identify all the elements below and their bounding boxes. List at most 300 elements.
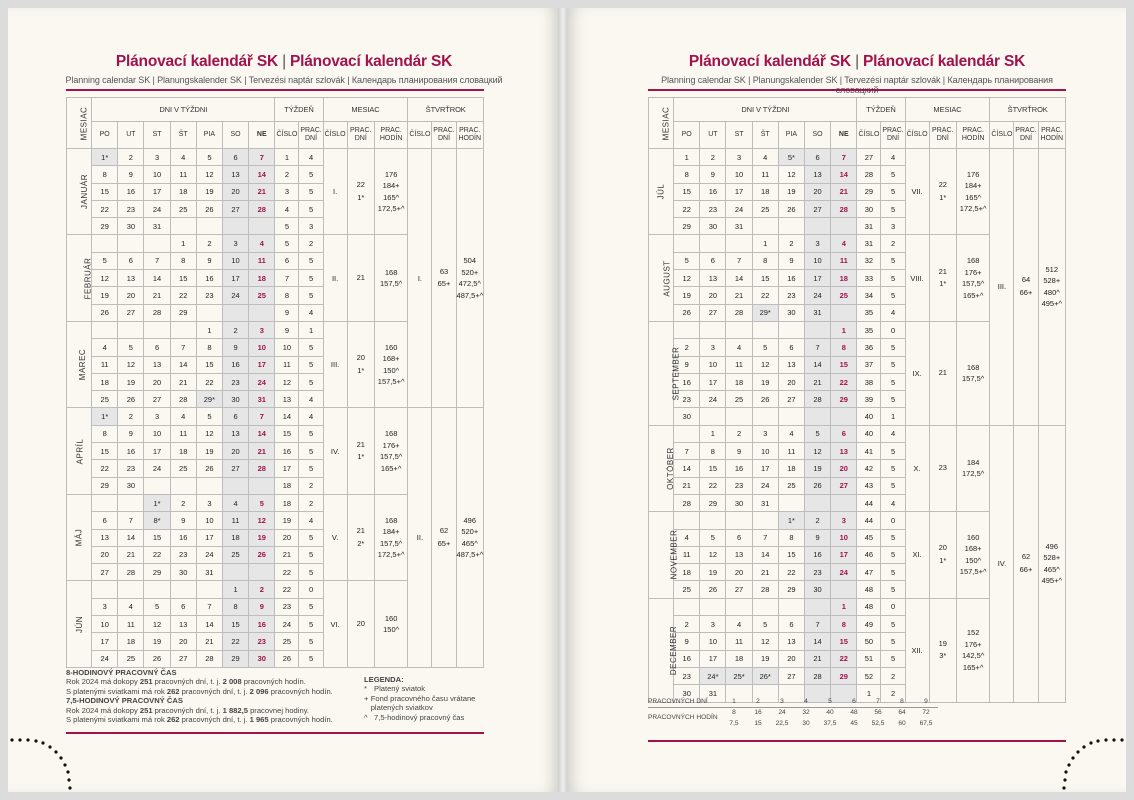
day-cell: 11 xyxy=(170,425,196,442)
day-cell: 16 xyxy=(726,460,752,477)
week-number: 31 xyxy=(857,218,881,235)
day-cell: 21 xyxy=(196,633,222,650)
day-cell xyxy=(726,321,752,338)
day-cell: 12 xyxy=(752,633,778,650)
day-cell: 18 xyxy=(674,564,700,581)
day-cell: 13 xyxy=(778,356,804,373)
bottom-rule xyxy=(66,732,484,734)
day-cell: 9 xyxy=(674,633,700,650)
day-cell: 7 xyxy=(804,616,830,633)
day-cell: 11 xyxy=(726,356,752,373)
week-days: 0 xyxy=(299,581,323,598)
week-days: 1 xyxy=(881,408,905,425)
month-name-júl xyxy=(649,149,674,235)
month-hours: 168 184+ 157,5^ 172,5+^ xyxy=(374,494,408,580)
day-cell: 15 xyxy=(92,183,118,200)
week-number: 41 xyxy=(857,443,881,460)
day-cell: 4 xyxy=(726,339,752,356)
month-number-header: ČÍSLO xyxy=(905,122,929,149)
title-underline xyxy=(66,89,484,91)
footer-days-0: 1 xyxy=(732,697,736,705)
day-cell: 23 xyxy=(726,477,752,494)
month-days: 21 xyxy=(347,235,374,321)
day-cell: 28 xyxy=(249,460,275,477)
day-cell: 14 xyxy=(674,460,700,477)
day-cell xyxy=(752,408,778,425)
day-cell: 16 xyxy=(170,529,196,546)
week-number: 5 xyxy=(275,235,299,252)
month-hours: 176 184+ 165^ 172,5+^ xyxy=(956,149,990,235)
day-cell xyxy=(674,598,700,615)
week-number: 47 xyxy=(857,564,881,581)
week-days: 1 xyxy=(299,321,323,338)
day-cell: 27 xyxy=(92,564,118,581)
day-cell: 22 xyxy=(700,477,726,494)
day-cell: 15 xyxy=(92,443,118,460)
day-cell: 14 xyxy=(831,166,857,183)
day-cell: 1* xyxy=(92,149,118,166)
day-cell xyxy=(752,598,778,615)
day-cell: 14 xyxy=(249,425,275,442)
week-days: 4 xyxy=(299,408,323,425)
day-cell: 27 xyxy=(222,200,248,217)
week-number: 20 xyxy=(275,529,299,546)
weekday-header-5: SO xyxy=(222,122,248,149)
day-cell: 13 xyxy=(92,529,118,546)
week-days: 2 xyxy=(881,685,905,702)
day-cell: 15 xyxy=(752,270,778,287)
day-cell: 12 xyxy=(700,546,726,563)
week-days: 5 xyxy=(299,616,323,633)
quarter-number: IV. xyxy=(990,425,1014,702)
day-cell xyxy=(752,512,778,529)
footer-hours75-3: 30 xyxy=(802,719,810,727)
day-cell: 28 xyxy=(170,391,196,408)
month-hours: 176 184+ 165^ 172,5+^ xyxy=(374,149,408,235)
day-cell: 20 xyxy=(92,546,118,563)
day-cell: 4 xyxy=(170,149,196,166)
day-cell: 19 xyxy=(752,650,778,667)
day-cell: 27 xyxy=(144,391,170,408)
day-cell: 11 xyxy=(752,166,778,183)
day-cell: 7 xyxy=(249,149,275,166)
day-cell: 7 xyxy=(144,252,170,269)
month-name-label: MAREC xyxy=(78,349,88,381)
day-cell: 11 xyxy=(778,443,804,460)
month-number: IX. xyxy=(905,321,929,425)
month-name-label: NOVEMBER xyxy=(669,530,679,580)
week-number: 48 xyxy=(857,581,881,598)
footer-hours75-1: 15 xyxy=(754,719,762,727)
day-cell: 9 xyxy=(778,252,804,269)
day-cell: 19 xyxy=(196,443,222,460)
week-number: 12 xyxy=(275,373,299,390)
week-number: 43 xyxy=(857,477,881,494)
weekday-header-1: UT xyxy=(700,122,726,149)
day-cell: 3 xyxy=(144,149,170,166)
week-number: 1 xyxy=(857,685,881,702)
day-cell: 25 xyxy=(752,200,778,217)
day-cell xyxy=(726,408,752,425)
quarter-number: I. xyxy=(408,149,432,408)
day-cell: 6 xyxy=(778,616,804,633)
day-cell: 8 xyxy=(222,598,248,615)
day-cell xyxy=(700,408,726,425)
day-cell xyxy=(144,321,170,338)
week-days: 2 xyxy=(299,477,323,494)
day-cell xyxy=(674,512,700,529)
footer-hours8-1: 16 xyxy=(754,708,762,716)
month-header xyxy=(67,98,92,149)
day-cell: 25 xyxy=(170,460,196,477)
week-days: 5 xyxy=(299,166,323,183)
day-cell xyxy=(92,494,118,511)
month-number: VIII. xyxy=(905,235,929,321)
day-cell: 24 xyxy=(144,460,170,477)
month-name-label: DECEMBER xyxy=(669,625,679,675)
month-name-november xyxy=(649,512,679,598)
week-number: 40 xyxy=(857,425,881,442)
day-cell: 7 xyxy=(752,529,778,546)
day-cell: 25 xyxy=(831,287,857,304)
day-cell xyxy=(92,321,118,338)
week-number: 36 xyxy=(857,339,881,356)
day-cell: 17 xyxy=(144,183,170,200)
footer-hours8-6: 56 xyxy=(874,708,882,716)
month-number: VI. xyxy=(323,581,347,667)
month-header-label: MESIAC xyxy=(79,106,89,140)
day-cell: 30 xyxy=(726,494,752,511)
day-cell: 20 xyxy=(726,564,752,581)
quarter-number: II. xyxy=(408,408,432,667)
month-number: X. xyxy=(905,425,929,511)
footer-hours75-4: 37,5 xyxy=(823,719,837,727)
day-cell: 27 xyxy=(726,581,752,598)
day-cell: 4 xyxy=(118,598,144,615)
day-cell: 30 xyxy=(118,477,144,494)
day-cell: 10 xyxy=(700,633,726,650)
week-number: 11 xyxy=(275,356,299,373)
day-cell: 10 xyxy=(196,512,222,529)
day-cell: 8 xyxy=(778,529,804,546)
week-days: 4 xyxy=(299,391,323,408)
day-cell: 20 xyxy=(170,633,196,650)
week-number-header: ČÍSLO xyxy=(275,122,299,149)
week-days: 2 xyxy=(881,235,905,252)
day-cell: 27 xyxy=(778,391,804,408)
day-cell: 6 xyxy=(92,512,118,529)
week-days: 5 xyxy=(881,270,905,287)
day-cell: 3 xyxy=(726,149,752,166)
day-cell: 9 xyxy=(196,252,222,269)
day-cell: 5 xyxy=(249,494,275,511)
footer-hours75-6: 52,5 xyxy=(871,719,885,727)
day-cell: 1 xyxy=(196,321,222,338)
day-cell: 18 xyxy=(170,443,196,460)
day-cell: 30 xyxy=(222,391,248,408)
day-cell: 3 xyxy=(700,616,726,633)
day-cell: 25 xyxy=(170,200,196,217)
day-cell xyxy=(831,494,857,511)
week-number: 10 xyxy=(275,339,299,356)
table-row xyxy=(649,425,1066,442)
month-days: 21 1* xyxy=(929,235,956,321)
day-cell: 22 xyxy=(778,564,804,581)
day-cell: 7 xyxy=(831,149,857,166)
day-cell: 17 xyxy=(144,443,170,460)
weekday-header-2: ST xyxy=(726,122,752,149)
week-number: 46 xyxy=(857,546,881,563)
day-cell xyxy=(674,235,700,252)
week-number: 2 xyxy=(275,166,299,183)
month-hours: 160 168+ 150^ 157,5+^ xyxy=(956,512,990,598)
month-name-február xyxy=(67,235,92,321)
day-cell: 16 xyxy=(118,183,144,200)
month-hours: 168 176+ 157,5^ 165+^ xyxy=(374,408,408,494)
table-row xyxy=(67,149,484,166)
day-cell: 29 xyxy=(222,650,248,667)
day-cell: 31 xyxy=(804,304,830,321)
day-cell: 14 xyxy=(170,356,196,373)
week-days: 5 xyxy=(881,166,905,183)
day-cell: 13 xyxy=(831,443,857,460)
day-cell xyxy=(804,408,830,425)
day-cell xyxy=(170,477,196,494)
page-title: Plánovací kalendář SK | Plánovací kalendár SK xyxy=(115,53,453,70)
day-cell: 16 xyxy=(804,546,830,563)
day-cell xyxy=(249,564,275,581)
week-number: 32 xyxy=(857,252,881,269)
day-cell: 19 xyxy=(144,633,170,650)
day-cell: 21 xyxy=(249,443,275,460)
footer-hours8-7: 64 xyxy=(898,708,906,716)
day-cell: 13 xyxy=(726,546,752,563)
days-of-week-header: DNI V TÝŽDNI xyxy=(674,98,857,122)
day-cell xyxy=(726,598,752,615)
footer-hours75-2: 22,5 xyxy=(775,719,789,727)
quarter-days-header: PRAC. DNÍ xyxy=(1014,122,1038,149)
week-number: 30 xyxy=(857,200,881,217)
day-cell: 4 xyxy=(778,425,804,442)
footer-hours75-5: 45 xyxy=(850,719,858,727)
week-number: 21 xyxy=(275,546,299,563)
day-cell xyxy=(726,235,752,252)
day-cell: 16 xyxy=(249,616,275,633)
month-days: 21 1* xyxy=(347,408,374,494)
day-cell: 4 xyxy=(674,529,700,546)
day-cell: 9 xyxy=(249,598,275,615)
day-cell: 20 xyxy=(778,373,804,390)
month-number: I. xyxy=(323,149,347,235)
month-name-august xyxy=(649,235,674,321)
day-cell: 7 xyxy=(804,339,830,356)
day-cell: 14 xyxy=(726,270,752,287)
week-days: 5 xyxy=(881,581,905,598)
week-number: 35 xyxy=(857,321,881,338)
day-cell: 21 xyxy=(804,650,830,667)
table-row xyxy=(67,408,484,425)
day-cell: 17 xyxy=(222,270,248,287)
day-cell xyxy=(170,581,196,598)
day-cell: 11 xyxy=(118,616,144,633)
week-number: 7 xyxy=(275,270,299,287)
quarter-hours-header: PRAC. HODÍN xyxy=(1038,122,1065,149)
day-cell: 28 xyxy=(752,581,778,598)
day-cell: 17 xyxy=(700,650,726,667)
month-hours-header: PRAC. HODÍN xyxy=(956,122,990,149)
day-cell: 18 xyxy=(726,650,752,667)
day-cell: 11 xyxy=(831,252,857,269)
day-cell: 28 xyxy=(196,650,222,667)
day-cell: 3 xyxy=(831,512,857,529)
day-cell: 29 xyxy=(831,667,857,684)
day-cell: 17 xyxy=(249,356,275,373)
day-cell: 4 xyxy=(249,235,275,252)
day-cell xyxy=(778,598,804,615)
day-cell: 20 xyxy=(222,183,248,200)
week-days: 5 xyxy=(881,391,905,408)
day-cell: 12 xyxy=(249,512,275,529)
day-cell: 8 xyxy=(196,339,222,356)
day-cell: 2 xyxy=(170,494,196,511)
day-cell xyxy=(170,321,196,338)
day-cell: 22 xyxy=(752,287,778,304)
week-number: 3 xyxy=(275,183,299,200)
day-cell xyxy=(222,304,248,321)
day-cell: 16 xyxy=(778,270,804,287)
day-cell: 6 xyxy=(222,149,248,166)
month-number: III. xyxy=(323,321,347,407)
footer-days-7: 8 xyxy=(900,697,904,705)
day-cell: 9 xyxy=(674,356,700,373)
day-cell: 26 xyxy=(674,304,700,321)
month-name-label: JANUÁR xyxy=(80,174,90,210)
day-cell: 15 xyxy=(144,529,170,546)
day-cell: 29 xyxy=(778,581,804,598)
week-days-header: PRAC. DNÍ xyxy=(299,122,323,149)
day-cell: 28 xyxy=(804,667,830,684)
day-cell xyxy=(831,408,857,425)
day-cell xyxy=(92,581,118,598)
day-cell: 10 xyxy=(92,616,118,633)
day-cell: 3 xyxy=(249,321,275,338)
day-cell: 17 xyxy=(92,633,118,650)
day-cell: 14 xyxy=(118,529,144,546)
month-hours: 152 176+ 142,5^ 165+^ xyxy=(956,598,990,702)
week-days: 5 xyxy=(881,564,905,581)
day-cell: 23 xyxy=(700,200,726,217)
quarter-number-header: ČÍSLO xyxy=(990,122,1014,149)
week-days: 5 xyxy=(881,546,905,563)
month-hours: 168 176+ 157,5^ 165+^ xyxy=(956,235,990,321)
month-name-label: OKTÓBER xyxy=(665,447,675,490)
day-cell: 30 xyxy=(700,218,726,235)
week-days: 5 xyxy=(299,633,323,650)
day-cell: 4 xyxy=(170,408,196,425)
day-cell: 10 xyxy=(222,252,248,269)
week-days: 4 xyxy=(881,149,905,166)
day-cell: 27 xyxy=(700,304,726,321)
day-cell: 22 xyxy=(831,373,857,390)
month-days-header: PRAC. DNÍ xyxy=(347,122,374,149)
week-number: 15 xyxy=(275,425,299,442)
week-days: 5 xyxy=(881,616,905,633)
day-cell: 5 xyxy=(674,252,700,269)
month-hours-header: PRAC. HODÍN xyxy=(374,122,408,149)
day-cell: 19 xyxy=(249,529,275,546)
day-cell: 13 xyxy=(144,356,170,373)
day-cell: 18 xyxy=(726,373,752,390)
quarter-days: 63 65+ xyxy=(432,149,456,408)
calendar-table-h2 xyxy=(648,97,1066,703)
day-cell: 16 xyxy=(222,356,248,373)
day-cell xyxy=(674,321,700,338)
day-cell: 27 xyxy=(804,200,830,217)
day-cell: 24 xyxy=(249,373,275,390)
day-cell: 2 xyxy=(674,339,700,356)
week-days: 5 xyxy=(299,339,323,356)
day-cell xyxy=(700,598,726,615)
footer-hours8-0: 8 xyxy=(732,708,736,716)
week-number: 27 xyxy=(857,149,881,166)
month-hours: 160 168+ 150^ 157,5+^ xyxy=(374,321,408,407)
day-cell: 31 xyxy=(700,685,726,702)
week-days: 5 xyxy=(881,460,905,477)
day-cell: 10 xyxy=(831,529,857,546)
week-days: 5 xyxy=(299,443,323,460)
footer-days-1: 2 xyxy=(756,697,760,705)
day-cell: 1 xyxy=(222,581,248,598)
day-cell xyxy=(118,321,144,338)
footer-days-6: 7 xyxy=(876,697,880,705)
day-cell: 23 xyxy=(118,460,144,477)
week-number: 4 xyxy=(275,200,299,217)
week-days: 5 xyxy=(299,564,323,581)
week-number: 25 xyxy=(275,633,299,650)
day-cell: 5 xyxy=(196,408,222,425)
week-number: 35 xyxy=(857,304,881,321)
day-cell xyxy=(249,218,275,235)
month-name-január xyxy=(67,149,92,235)
day-cell: 22 xyxy=(196,373,222,390)
week-days: 4 xyxy=(299,149,323,166)
week-header: TÝŽDEŇ xyxy=(275,98,323,122)
month-summary-header: MESIAC xyxy=(323,98,408,122)
month-name-label: FEBRUÁR xyxy=(83,257,93,300)
footer-hours8-4: 40 xyxy=(826,708,834,716)
calendar-table-h1 xyxy=(66,97,484,668)
day-cell: 28 xyxy=(831,200,857,217)
day-cell: 7 xyxy=(118,512,144,529)
day-cell: 6 xyxy=(118,252,144,269)
day-cell: 30 xyxy=(778,304,804,321)
footer-rule xyxy=(648,707,938,708)
week-number: 52 xyxy=(857,667,881,684)
quarter-hours: 496 520+ 465^ 487,5+^ xyxy=(456,408,483,667)
month-number: XII. xyxy=(905,598,929,702)
day-cell: 28 xyxy=(726,304,752,321)
day-cell: 4 xyxy=(752,149,778,166)
day-cell: 5 xyxy=(118,339,144,356)
footer-hours8-8: 72 xyxy=(922,708,930,716)
day-cell: 12 xyxy=(196,166,222,183)
day-cell: 19 xyxy=(196,183,222,200)
day-cell: 1 xyxy=(674,149,700,166)
day-cell: 8 xyxy=(674,166,700,183)
day-cell: 25 xyxy=(249,287,275,304)
day-cell xyxy=(144,477,170,494)
weekday-header-6: NE xyxy=(249,122,275,149)
